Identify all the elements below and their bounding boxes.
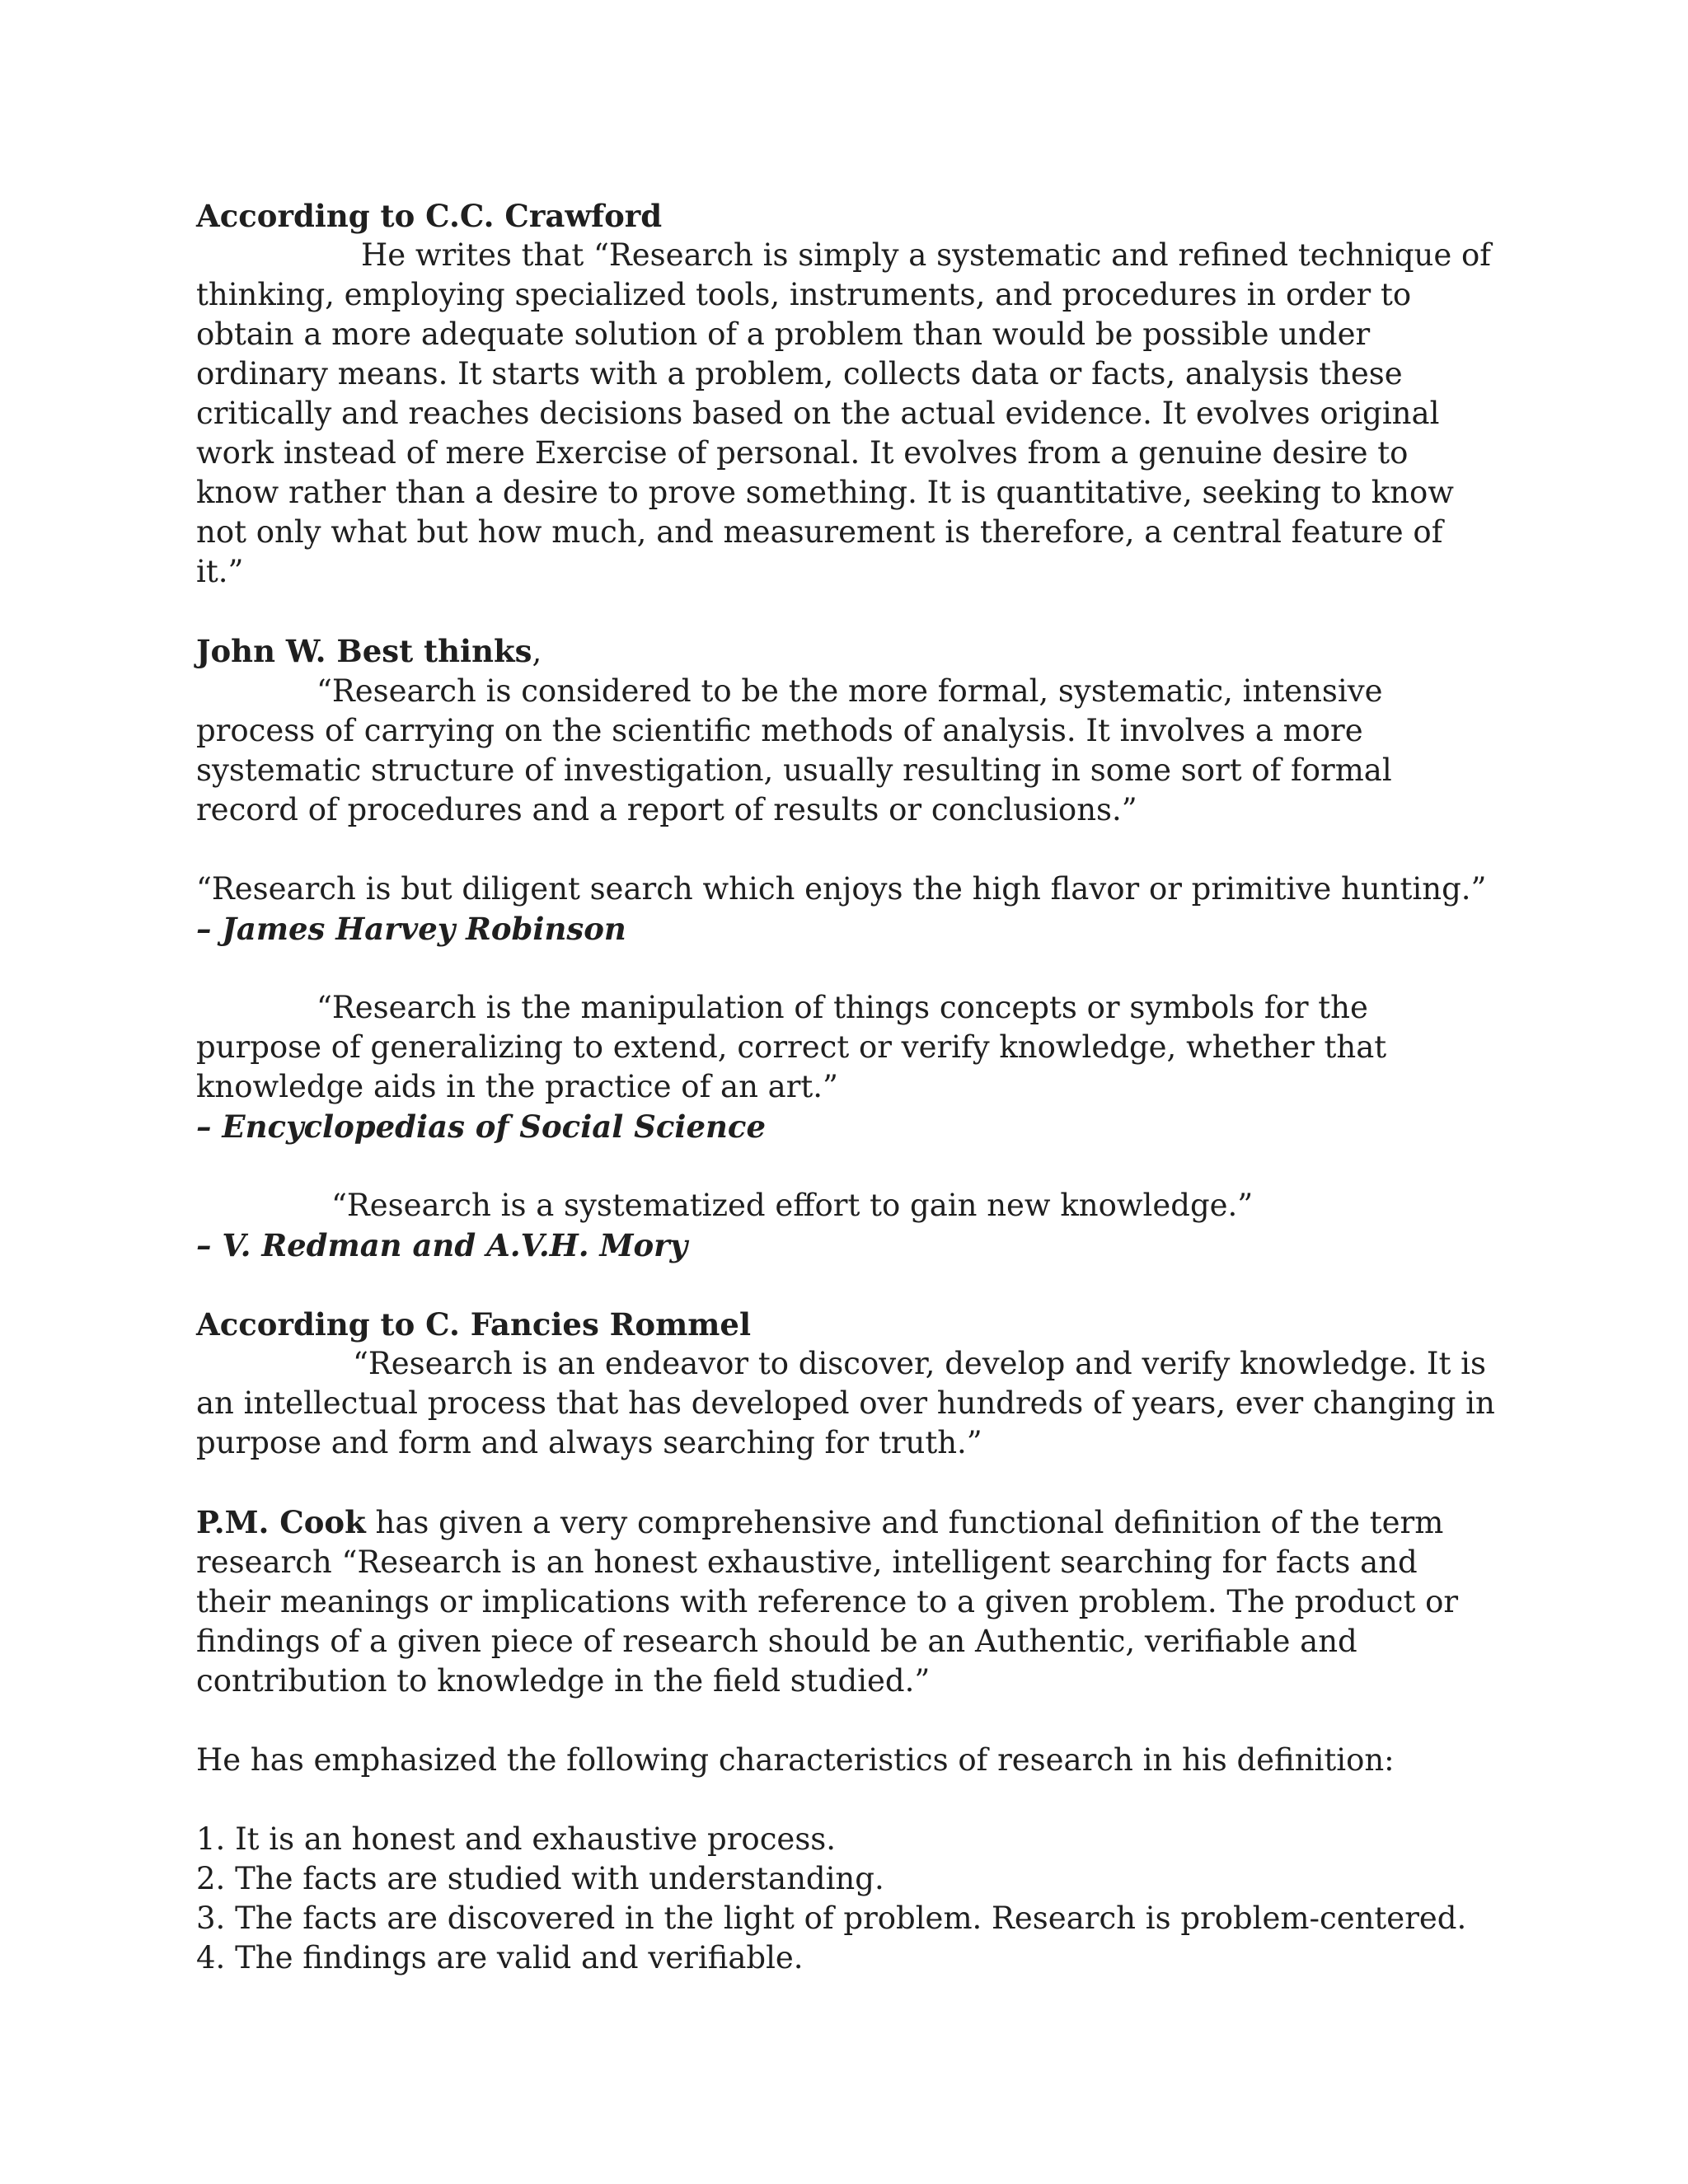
encyclopedia-attribution: – Encyclopedias of Social Science bbox=[196, 1108, 766, 1145]
redman-attribution: – V. Redman and A.V.H. Mory bbox=[196, 1227, 688, 1263]
spacer bbox=[196, 1265, 1498, 1305]
spacer bbox=[196, 1780, 1498, 1820]
redman-quote: “Research is a systematized effort to gain new knowledge.” bbox=[331, 1188, 1254, 1223]
list-item: 4. The findings are valid and verifiable. bbox=[196, 1940, 804, 1975]
spacer bbox=[196, 1146, 1498, 1186]
rommel-text: “Research is an endeavor to discover, develop and verify knowledge. It is an intellectual process that has developed over hundreds of years, ever changing in purpose and form and always searching for truth.” bbox=[196, 1346, 1495, 1460]
crawford-text: He writes that “Research is simply a systematic and refined technique of thinking, employing specialized tools, instruments, and procedures in order to obtain a more adequate solution of a problem than would be possible under ordinary means. It starts with a problem, collects data or facts, analysis these critically and reaches decisions based on the actual evidence. It evolves original work instead of mere Exercise of personal. It evolves from a genuine desire to know rather than a desire to prove something. It is quantitative, seeking to know not only what but how much, and measurement is therefore, a central feature of it.” bbox=[196, 237, 1491, 589]
cook-paragraph bbox=[196, 1502, 1498, 1701]
document-page bbox=[196, 196, 1498, 1978]
list-item: 2. The facts are studied with understanding. bbox=[196, 1861, 884, 1896]
spacer bbox=[196, 592, 1498, 631]
spacer bbox=[196, 949, 1498, 988]
characteristics-list bbox=[196, 1820, 1498, 1978]
robinson-quote: “Research is but diligent search which enjoys the high flavor or primitive hunting.” bbox=[196, 871, 1487, 907]
spacer bbox=[196, 830, 1498, 869]
list-item: 3. The facts are discovered in the light of problem. Research is problem-centered. bbox=[196, 1900, 1467, 1936]
cook-text: has given a very comprehensive and functional definition of the term research “Research is an honest exhaustive, intelligent searching for facts and their meanings or implications with reference to a given problem. The product or findings of a given piece of research should be an Authentic, verifiable and contribution to knowledge in the field studied.” bbox=[196, 1505, 1459, 1699]
list-item: 1. It is an honest and exhaustive process. bbox=[196, 1821, 837, 1857]
best-heading-suffix: , bbox=[532, 634, 542, 669]
robinson-attribution: – James Harvey Robinson bbox=[196, 911, 626, 947]
encyclopedia-quote: “Research is the manipulation of things concepts or symbols for the purpose of generalizing to extend, correct or verify knowledge, whether that knowledge aids in the practice of an art.” bbox=[196, 990, 1387, 1104]
best-heading: John W. Best thinks bbox=[196, 633, 532, 669]
crawford-heading: According to C.C. Crawford bbox=[196, 198, 663, 234]
spacer bbox=[196, 1701, 1498, 1741]
best-heading-line bbox=[196, 631, 1498, 672]
best-text: “Research is considered to be the more formal, systematic, intensive process of carrying on the scientific methods of analysis. It involves a more systematic structure of investigation, usually resulting in some sort of formal record of procedures and a report of results or conclusions.” bbox=[196, 673, 1392, 827]
rommel-heading: According to C. Fancies Rommel bbox=[196, 1306, 752, 1343]
spacer bbox=[196, 1463, 1498, 1502]
cook-name: P.M. Cook bbox=[196, 1504, 366, 1540]
characteristics-intro: He has emphasized the following characteristics of research in his definition: bbox=[196, 1742, 1395, 1778]
